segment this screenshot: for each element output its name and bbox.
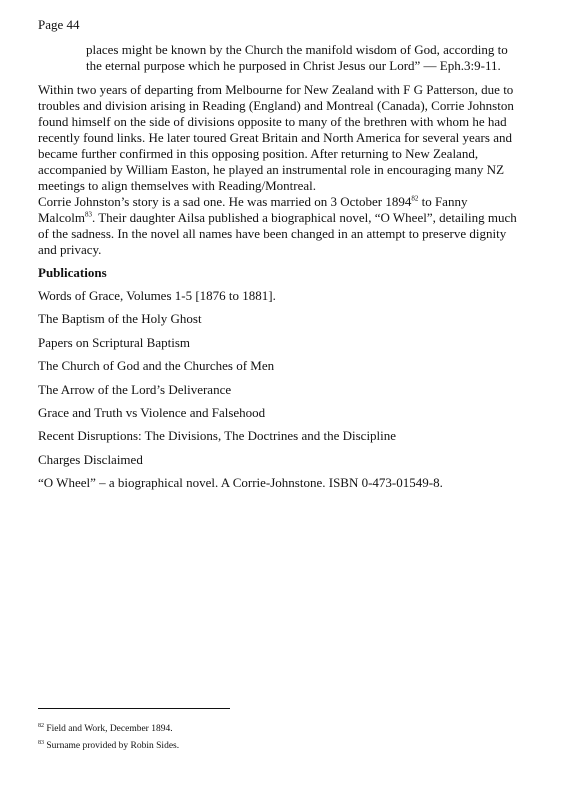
footnote [38, 723, 173, 735]
paragraph-text: to Fanny Malcolm [38, 194, 468, 225]
publications-list [38, 288, 526, 499]
paragraph-departure: Within two years of departing from Melbourne for New Zealand with F G Patterson, due to troubles and division arising in Reading (England) and Montreal (Canada), Corrie Johnston found himself on the side of divisions opposite to many of the brethren with whom he had recently found links. He later toured Great Britain and North America for several years and became further confirmed in this opposing position. After returning to New Zealand, accompanied by William Easton, he played an instrumental role in encouraging many NZ meetings to align themselves with Reading/Montreal. [38, 82, 514, 193]
paragraph-marriage [38, 194, 526, 258]
publication-item: The Baptism of the Holy Ghost [38, 311, 202, 327]
footnote-text: Field and Work, December 1894. [44, 724, 173, 734]
publication-item: Words of Grace, Volumes 1-5 [1876 to 1881]. [38, 288, 276, 303]
footnote-number: 83 [38, 739, 44, 746]
publication-item: The Church of God and the Churches of Men [38, 358, 275, 374]
publications-heading: Publications [38, 265, 107, 280]
footnote-divider [38, 708, 230, 709]
scripture-quote: places might be known by the Church the manifold wisdom of God, according to the eternal purpose which he purposed in Christ Jesus our Lord” — Eph.3:9-11. [86, 42, 508, 73]
publication-item: The Arrow of the Lord’s Deliverance [38, 381, 232, 397]
footnote-reference[interactable]: 82 [411, 194, 419, 203]
footnote [38, 740, 179, 752]
publication-item: Charges Disclaimed [38, 451, 143, 467]
publication-item: Papers on Scriptural Baptism [38, 334, 191, 350]
publication-item: Grace and Truth vs Violence and Falsehood [38, 404, 266, 420]
publication-item: “O Wheel” – a biographical novel. A Corrie-Johnstone. ISBN 0-473-01549-8. [38, 475, 443, 491]
footnote-text: Surname provided by Robin Sides. [44, 741, 180, 751]
paragraph-text: Corrie Johnston’s story is a sad one. He was married on 3 October 1894 [38, 194, 412, 209]
footnote-number: 82 [38, 722, 44, 729]
paragraph-text: . Their daughter Ailsa published a biographical novel, “O Wheel”, detailing much of the sadness. In the novel all names have been changed in an attempt to preserve dignity and privacy. [38, 210, 517, 257]
footnote-reference[interactable]: 83 [84, 210, 92, 219]
page-number: Page 44 [38, 17, 80, 32]
publication-item: Recent Disruptions: The Divisions, The Doctrines and the Discipline [38, 428, 397, 444]
